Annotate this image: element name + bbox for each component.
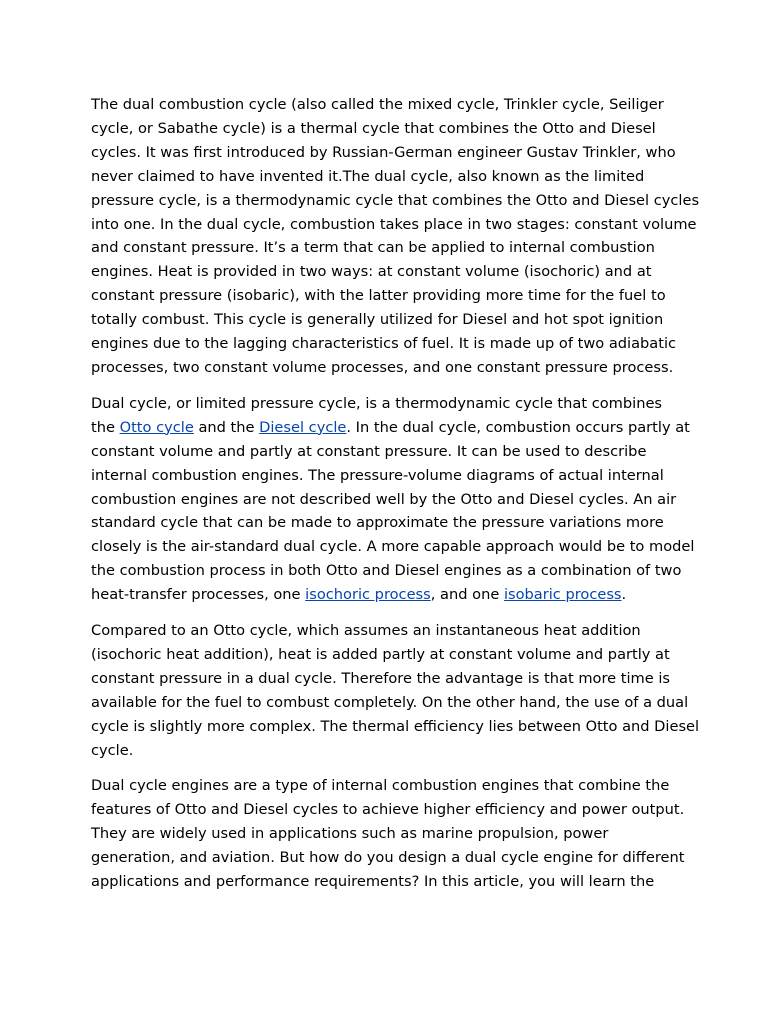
text-line: and constant pressure. It’s a term that can be applied to internal combustion [91, 239, 655, 257]
otto-cycle-link[interactable]: Otto cycle [119, 418, 194, 436]
isochoric-process-link[interactable]: isochoric process [305, 586, 431, 604]
text-segment: heat-transfer processes, one [91, 586, 306, 604]
paragraph-4 [91, 774, 691, 894]
text-line: constant volume and partly at constant pressure. It can be used to describe [91, 442, 647, 460]
text-segment: . In the dual cycle, combustion occurs partly at [346, 418, 690, 436]
text-line: applications and performance requirements? In this article, you will learn the [91, 873, 655, 891]
text-line: cycle, or Sabathe cycle) is a thermal cycle that combines the Otto and Diesel [91, 119, 656, 137]
text-line [91, 583, 691, 607]
text-line: closely is the air-standard dual cycle. A more capable approach would be to model [91, 538, 695, 556]
diesel-cycle-link[interactable]: Diesel cycle [259, 418, 347, 436]
text-line: pressure cycle, is a thermodynamic cycle that combines the Otto and Diesel cycles [91, 191, 700, 209]
text-line: Dual cycle, or limited pressure cycle, is a thermodynamic cycle that combines [91, 394, 663, 412]
text-line: The dual combustion cycle (also called the mixed cycle, Trinkler cycle, Seiliger [91, 96, 664, 113]
paragraph-1 [91, 93, 700, 380]
text-line [91, 416, 691, 440]
document-body [91, 93, 700, 906]
text-line: processes, two constant volume processes, and one constant pressure process. [91, 358, 674, 376]
text-line: totally combust. This cycle is generally utilized for Diesel and hot spot ignition [91, 311, 664, 329]
text-segment: . [621, 586, 627, 604]
text-line: Dual cycle engines are a type of internal combustion engines that combine the [91, 777, 670, 795]
text-line: (isochoric heat addition), heat is added partly at constant volume and partly at [91, 645, 670, 663]
text-line: engines due to the lagging characteristics of fuel. It is made up of two adiabatic [91, 335, 677, 353]
text-line: never claimed to have invented it.The dual cycle, also known as the limited [91, 167, 645, 185]
text-line: constant pressure (isobaric), with the latter providing more time for the fuel to [91, 287, 666, 305]
paragraph-3 [91, 619, 700, 762]
text-segment: , and one [430, 586, 504, 604]
text-line: cycle. [91, 741, 134, 759]
text-line: They are widely used in applications such as marine propulsion, power [91, 825, 609, 843]
text-line: cycles. It was first introduced by Russian-German engineer Gustav Trinkler, who [91, 143, 676, 161]
text-line: engines. Heat is provided in two ways: at constant volume (isochoric) and at [91, 263, 652, 281]
text-line: features of Otto and Diesel cycles to achieve higher efficiency and power output. [91, 801, 685, 819]
text-line: generation, and aviation. But how do you design a dual cycle engine for different [91, 849, 685, 867]
text-line: cycle is slightly more complex. The thermal efficiency lies between Otto and Diesel [91, 717, 700, 735]
text-line: internal combustion engines. The pressure-volume diagrams of actual internal [91, 466, 664, 484]
paragraph-2 [91, 392, 695, 607]
text-line: into one. In the dual cycle, combustion takes place in two stages: constant volume [91, 215, 697, 233]
text-line: Compared to an Otto cycle, which assumes an instantaneous heat addition [91, 622, 641, 640]
text-segment: and the [193, 418, 260, 436]
text-segment: the [91, 418, 120, 436]
text-line: combustion engines are not described well by the Otto and Diesel cycles. An air [91, 490, 677, 508]
text-line: constant pressure in a dual cycle. Therefore the advantage is that more time is [91, 669, 671, 687]
text-line: available for the fuel to combust completely. On the other hand, the use of a dual [91, 693, 689, 711]
text-line: the combustion process in both Otto and Diesel engines as a combination of two [91, 562, 682, 580]
text-line: standard cycle that can be made to approximate the pressure variations more [91, 514, 664, 532]
isobaric-process-link[interactable]: isobaric process [503, 586, 622, 604]
